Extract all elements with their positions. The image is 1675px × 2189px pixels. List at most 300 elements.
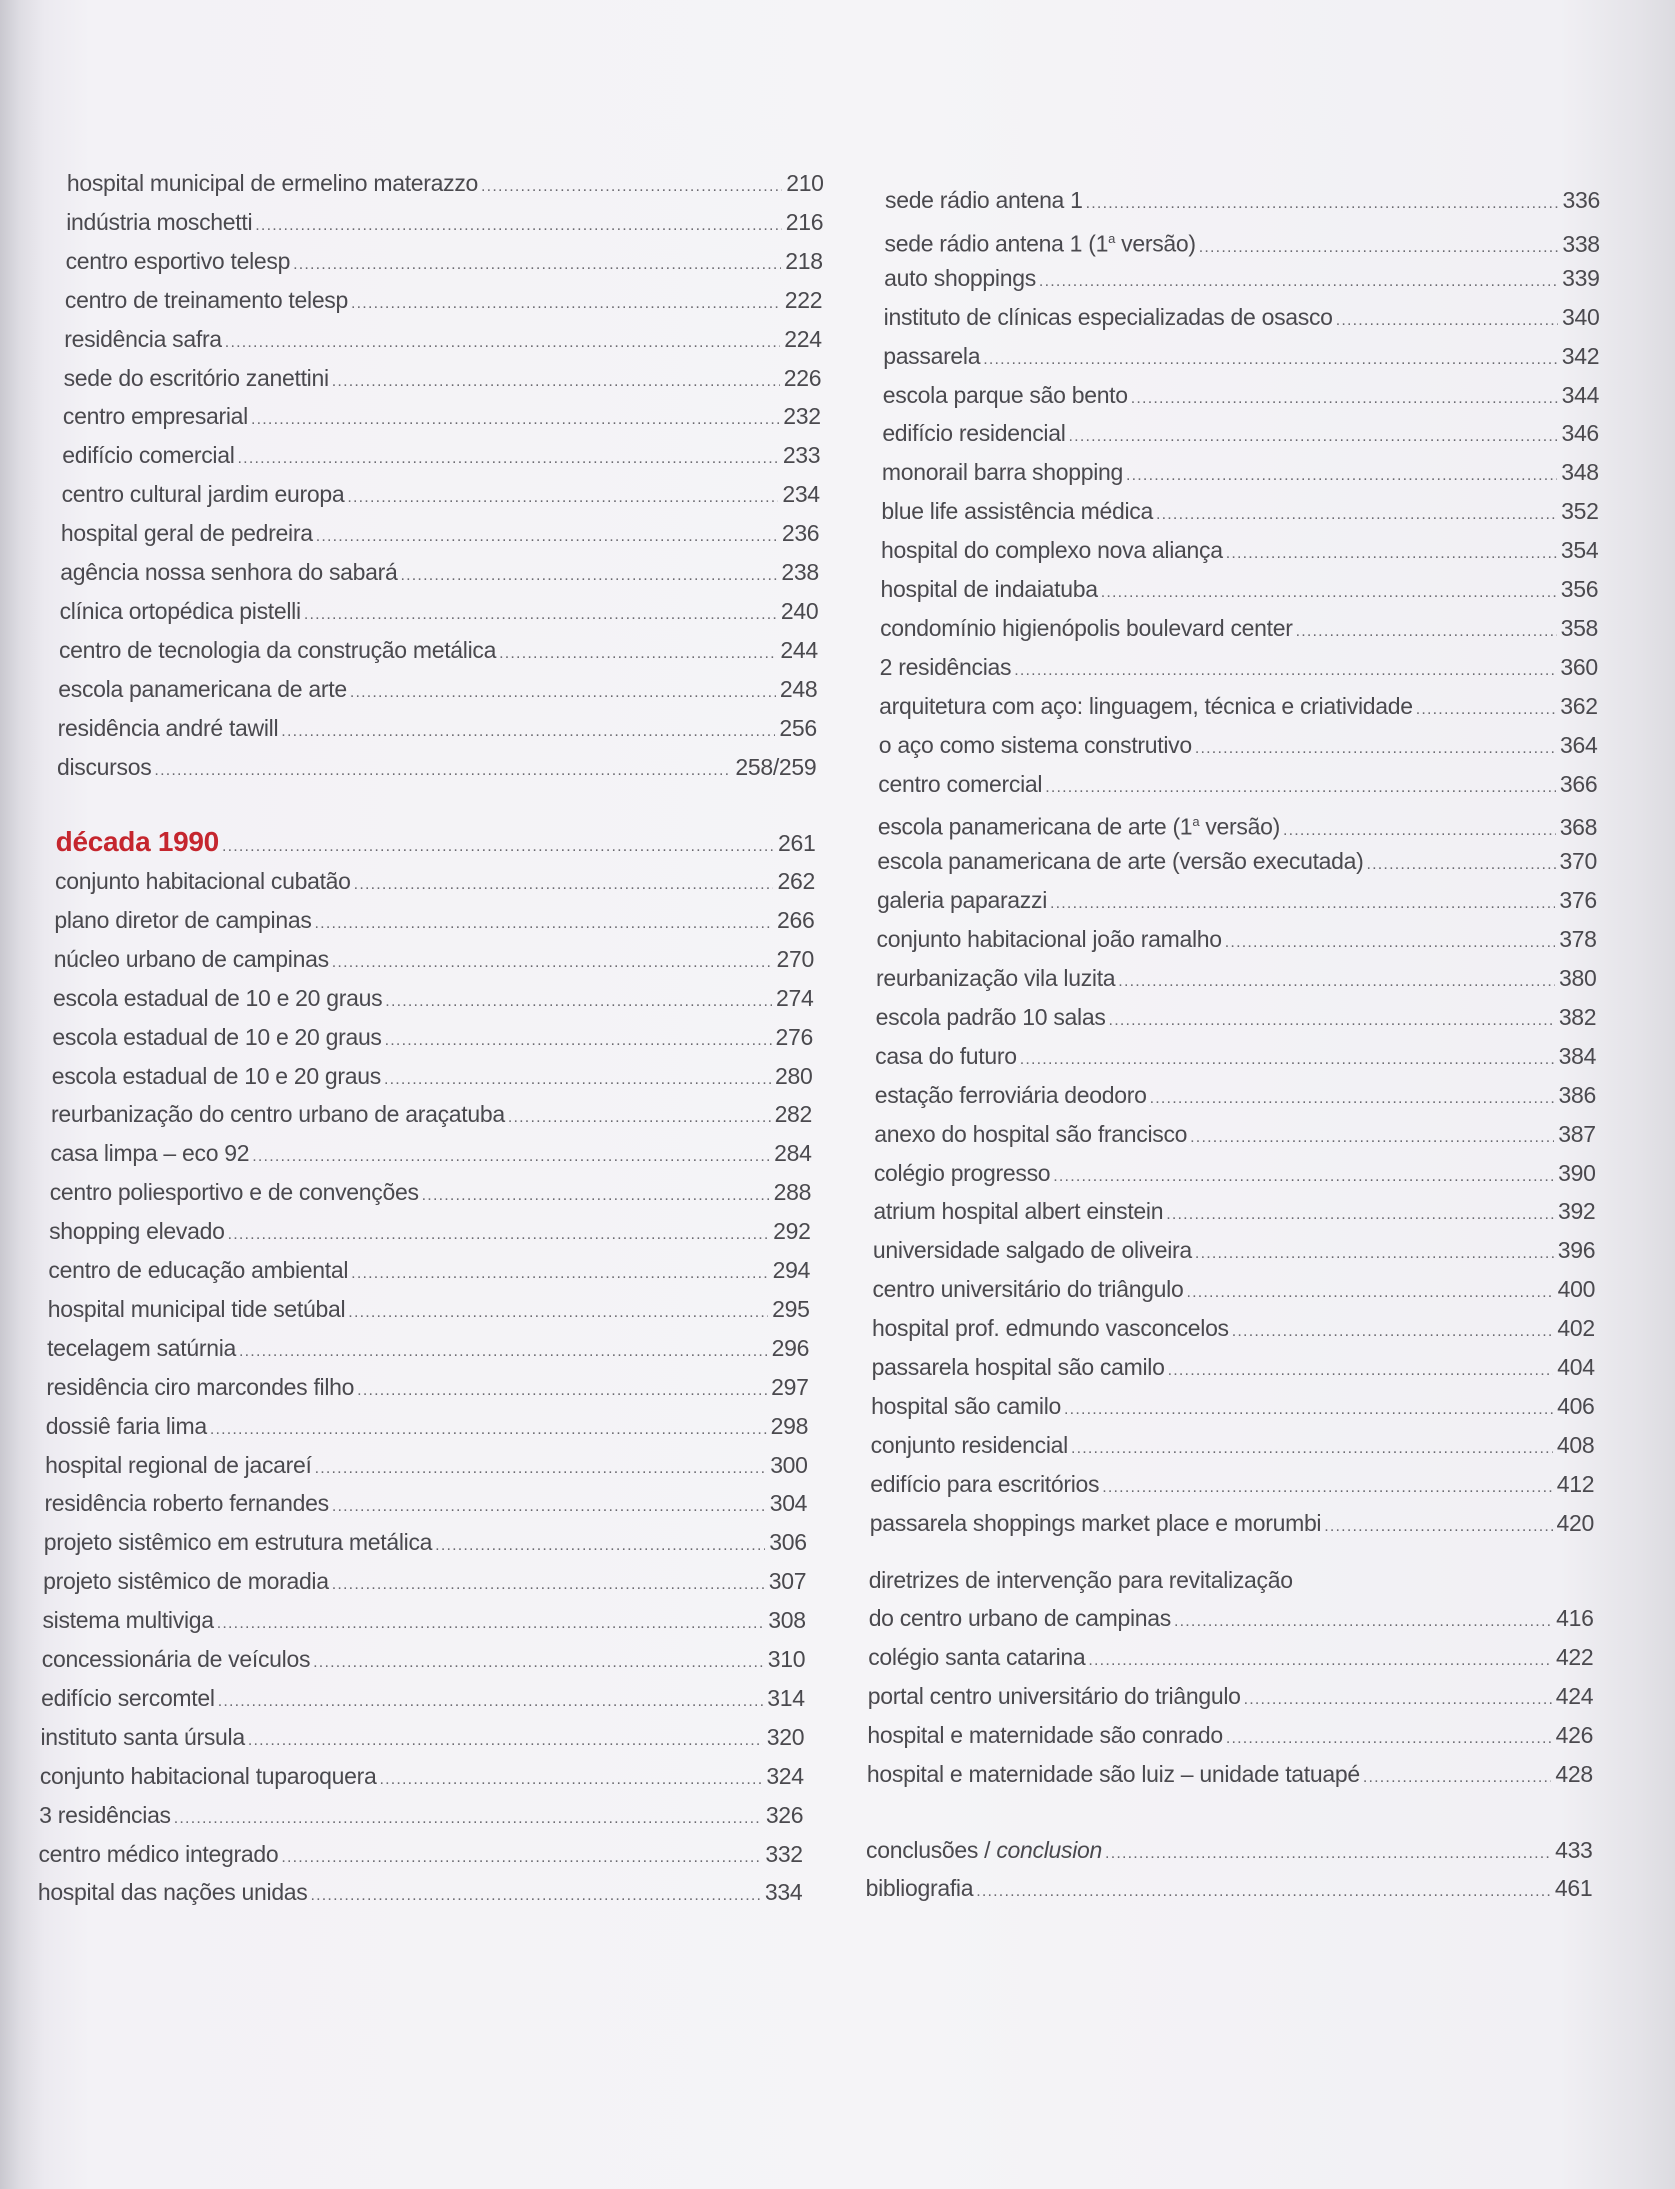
leader-dots xyxy=(315,1454,767,1484)
leader-dots xyxy=(1118,967,1555,997)
leader-dots xyxy=(1195,1239,1554,1269)
toc-entry[interactable] xyxy=(881,496,1598,530)
label-text: clínica ortopédica pistelli xyxy=(59,597,301,624)
label-text: instituto de clínicas especializadas de osasco xyxy=(883,303,1333,330)
label-text: centro cultural jardim europa xyxy=(61,481,345,508)
toc-entry-label xyxy=(54,944,329,974)
label-text: edifício comercial xyxy=(62,442,235,469)
leader-dots xyxy=(1150,1084,1555,1114)
toc-entry[interactable] xyxy=(38,1877,803,1911)
leader-dots xyxy=(351,1259,768,1289)
toc-entry-label xyxy=(60,596,301,626)
label-text: centro esportivo telesp xyxy=(65,247,291,274)
label-text: projeto sistêmico em estrutura metálica xyxy=(43,1529,433,1556)
toc-entry-label xyxy=(42,1644,310,1674)
toc-entry-label xyxy=(66,207,252,237)
page-number: 284 xyxy=(774,1140,812,1167)
leader-dots xyxy=(1174,1607,1552,1637)
toc-entry-label xyxy=(875,1041,1017,1071)
leader-dots xyxy=(251,405,779,435)
label-text: casa limpa – eco 92 xyxy=(50,1140,250,1167)
toc-entry[interactable] xyxy=(880,652,1598,686)
label-text: hospital geral de pedreira xyxy=(60,520,313,547)
page-number: 378 xyxy=(1559,926,1597,953)
label-text: escola parque são bento xyxy=(882,381,1128,408)
toc-entry-label xyxy=(41,1683,215,1713)
toc-entry-label xyxy=(65,285,348,315)
page-number: 416 xyxy=(1556,1605,1594,1631)
toc-entry[interactable] xyxy=(878,807,1597,846)
page-number: 236 xyxy=(781,520,820,547)
toc-entry-label xyxy=(878,807,1280,842)
toc-entry[interactable] xyxy=(874,1158,1596,1192)
leader-dots xyxy=(1064,1395,1553,1425)
page-number: 326 xyxy=(765,1801,804,1828)
leader-dots xyxy=(379,1765,762,1795)
leader-dots xyxy=(1225,928,1555,958)
toc-entry[interactable] xyxy=(868,1567,1594,1637)
label-text: hospital são camilo xyxy=(871,1392,1062,1419)
label-text: década 1990 xyxy=(55,826,219,857)
toc-entry-label xyxy=(64,324,222,354)
toc-entry-label xyxy=(55,866,351,896)
toc-entry[interactable] xyxy=(49,1216,811,1250)
label-text: monorail barra shopping xyxy=(881,459,1123,486)
toc-entry[interactable] xyxy=(52,1022,813,1056)
label-text: centro de educação ambiental xyxy=(48,1257,349,1283)
label-text: centro poliesportivo e de convenções xyxy=(49,1179,419,1206)
label-text: blue life assistência médica xyxy=(881,498,1153,525)
leader-dots xyxy=(252,1142,770,1172)
toc-entry[interactable] xyxy=(45,1450,808,1484)
toc-entry[interactable] xyxy=(66,207,823,241)
leader-dots xyxy=(384,1065,771,1095)
page-number: 370 xyxy=(1559,848,1598,875)
label-text: hospital e maternidade são luiz – unidade tatuapé xyxy=(866,1760,1360,1787)
toc-entry-label xyxy=(880,652,1012,682)
label-text: indústria moschetti xyxy=(66,208,253,235)
label-text: centro de tecnologia da construção metálica xyxy=(58,636,497,663)
page-number: 346 xyxy=(1561,420,1599,447)
page-number: 307 xyxy=(768,1568,807,1595)
leader-dots xyxy=(1156,500,1557,530)
toc-entry[interactable] xyxy=(884,263,1600,297)
toc-entry-label xyxy=(877,924,1222,954)
toc-entry[interactable] xyxy=(872,1352,1595,1386)
toc-entry[interactable] xyxy=(52,1061,813,1095)
toc-entry[interactable] xyxy=(876,963,1596,997)
page-number: 382 xyxy=(1558,1003,1597,1030)
toc-entry-label xyxy=(63,401,248,431)
leader-dots xyxy=(1166,1200,1554,1230)
toc-entry[interactable] xyxy=(876,1002,1597,1036)
page-number: 408 xyxy=(1556,1431,1595,1458)
page-number: 234 xyxy=(782,481,820,508)
toc-entry-label xyxy=(876,963,1115,993)
toc-entry[interactable] xyxy=(58,713,817,747)
leader-dots xyxy=(304,600,777,630)
toc-entry-label xyxy=(59,635,496,665)
toc-entry[interactable] xyxy=(872,1274,1595,1308)
label-text: hospital do complexo nova aliança xyxy=(880,537,1223,564)
leader-dots xyxy=(1186,1278,1553,1308)
leader-dots xyxy=(332,1570,765,1600)
page-number: 354 xyxy=(1560,537,1599,564)
toc-entry[interactable] xyxy=(58,674,817,708)
label-text: colégio progresso xyxy=(873,1159,1051,1186)
toc-entry[interactable] xyxy=(42,1605,805,1639)
page-number: 270 xyxy=(776,945,814,972)
page-number: 256 xyxy=(779,714,817,741)
label-text: tecelagem satúrnia xyxy=(47,1334,237,1361)
leader-dots xyxy=(311,1881,761,1911)
toc-entry[interactable] xyxy=(877,885,1597,919)
toc-entry-label xyxy=(52,1022,381,1052)
label-text-after: versão) xyxy=(1115,230,1196,257)
page-number: 344 xyxy=(1561,381,1600,408)
page-number: 276 xyxy=(775,1023,814,1050)
toc-entry[interactable] xyxy=(881,574,1599,608)
toc-entry-label xyxy=(48,1294,346,1324)
toc-entry[interactable] xyxy=(48,1294,810,1328)
toc-entry[interactable] xyxy=(64,363,822,397)
label-text: sede rádio antena 1 xyxy=(885,187,1083,213)
toc-entry[interactable] xyxy=(47,1333,809,1367)
leader-dots xyxy=(481,172,782,202)
toc-entry-label xyxy=(867,1759,1360,1789)
toc-entry[interactable] xyxy=(62,479,820,513)
label-text: sistema multiviga xyxy=(42,1607,214,1634)
toc-entry[interactable] xyxy=(53,983,813,1017)
page-number: 348 xyxy=(1561,459,1599,486)
toc-entry[interactable] xyxy=(878,769,1597,803)
toc-entry[interactable] xyxy=(867,1720,1593,1754)
leader-dots xyxy=(499,639,776,669)
toc-entry-label xyxy=(61,518,313,548)
toc-entry[interactable] xyxy=(882,418,1599,452)
page-number: 210 xyxy=(786,170,824,196)
leader-dots xyxy=(1199,233,1559,263)
toc-entry-label xyxy=(871,1430,1068,1460)
label-text: condomínio higienópolis boulevard center xyxy=(880,614,1293,641)
toc-entry-label xyxy=(878,769,1042,799)
toc-entry[interactable] xyxy=(66,246,823,280)
toc-entry-label-line1: diretrizes de intervenção para revitalização xyxy=(868,1567,1293,1593)
toc-entry-label xyxy=(51,1099,505,1129)
page-number: 342 xyxy=(1561,342,1600,369)
page-number: 360 xyxy=(1560,653,1598,680)
page-number: 238 xyxy=(781,559,819,585)
toc-entry-label xyxy=(56,827,219,857)
page-number: 376 xyxy=(1559,887,1597,914)
leader-dots xyxy=(1126,461,1557,491)
toc-entry[interactable] xyxy=(881,535,1598,569)
toc-entry[interactable] xyxy=(866,1835,1593,1869)
toc-entry-label xyxy=(871,1391,1061,1421)
label-text: residência roberto fernandes xyxy=(44,1490,329,1517)
toc-entry-label xyxy=(874,1119,1187,1149)
page-number: 366 xyxy=(1559,770,1598,797)
page-number: 222 xyxy=(784,286,823,313)
toc-entry[interactable] xyxy=(46,1372,808,1406)
leader-dots xyxy=(248,1726,763,1756)
leader-dots xyxy=(1071,1434,1553,1464)
toc-entry-label xyxy=(50,1177,419,1207)
toc-entry[interactable] xyxy=(41,1683,805,1717)
toc-entry-label xyxy=(39,1800,171,1830)
page-number: 332 xyxy=(765,1840,803,1867)
label-text: atrium hospital albert einstein xyxy=(873,1198,1164,1225)
toc-entry[interactable] xyxy=(884,302,1600,336)
label-text: 2 residências xyxy=(879,653,1012,680)
page-number: 420 xyxy=(1556,1509,1595,1536)
label-text: arquitetura com aço: linguagem, técnica e criatividade xyxy=(879,692,1413,719)
label-text: escola panamericana de arte (versão executada) xyxy=(877,848,1364,875)
toc-entry[interactable] xyxy=(59,635,818,669)
toc-entry-label xyxy=(883,380,1128,410)
toc-entry[interactable] xyxy=(67,168,824,202)
page-number: 300 xyxy=(770,1451,808,1478)
toc-entry-label xyxy=(867,1720,1223,1750)
page-number: 364 xyxy=(1560,731,1598,758)
page-number: 390 xyxy=(1558,1159,1596,1186)
leader-dots xyxy=(1039,267,1558,297)
page-number: 334 xyxy=(764,1879,803,1906)
page-number: 404 xyxy=(1557,1354,1595,1380)
leader-dots xyxy=(1101,578,1557,608)
leader-dots xyxy=(332,1492,766,1522)
label-text: escola estadual de 10 e 20 graus xyxy=(53,984,383,1011)
toc-entry-label xyxy=(48,1255,348,1285)
page-number: 402 xyxy=(1557,1315,1595,1342)
page-number: 461 xyxy=(1554,1875,1593,1901)
leader-dots xyxy=(1102,1473,1553,1503)
page-number: 386 xyxy=(1558,1081,1596,1108)
leader-dots xyxy=(976,1877,1551,1907)
page-number: 226 xyxy=(783,364,822,391)
toc-entry[interactable] xyxy=(60,596,819,630)
label-text: discursos xyxy=(56,753,152,780)
label-text: do centro urbano de campinas xyxy=(868,1605,1171,1631)
toc-entry-label xyxy=(62,440,234,470)
label-text: auto shoppings xyxy=(884,264,1036,291)
toc-entry[interactable] xyxy=(873,1235,1595,1269)
label-text: estação ferroviária deodoro xyxy=(874,1081,1147,1108)
toc-entry-label xyxy=(57,752,151,782)
toc-entry[interactable] xyxy=(38,1839,802,1873)
toc-entry-label xyxy=(877,885,1047,915)
toc-entry[interactable] xyxy=(875,1080,1596,1114)
toc-entry[interactable] xyxy=(883,341,1599,375)
toc-entry[interactable] xyxy=(64,324,822,358)
toc-entry-label xyxy=(873,1235,1192,1265)
label-italic: conclusion xyxy=(996,1837,1103,1863)
page-number: 392 xyxy=(1557,1198,1596,1225)
toc-entry[interactable] xyxy=(61,518,819,552)
label-text: conjunto habitacional joão ramalho xyxy=(876,926,1222,953)
toc-entry[interactable] xyxy=(885,224,1600,263)
page-number: 261 xyxy=(777,830,816,856)
toc-entry[interactable] xyxy=(46,1411,808,1445)
toc-entry[interactable] xyxy=(44,1527,807,1561)
page-number: 308 xyxy=(768,1607,806,1634)
page-number: 306 xyxy=(769,1529,807,1556)
page-number: 368 xyxy=(1559,814,1598,841)
leader-dots xyxy=(508,1103,771,1133)
leader-dots xyxy=(1367,850,1556,880)
toc-entry[interactable] xyxy=(39,1800,803,1834)
toc-entry-label xyxy=(868,1642,1085,1672)
toc-entry[interactable] xyxy=(65,285,822,319)
label-text: residência safra xyxy=(64,325,222,352)
label-text: galeria paparazzi xyxy=(876,887,1047,914)
label-text: plano diretor de campinas xyxy=(54,906,312,933)
leader-dots xyxy=(225,328,780,358)
toc-entry[interactable] xyxy=(880,613,1598,647)
toc-entry[interactable] xyxy=(868,1681,1593,1715)
leader-dots xyxy=(354,870,774,900)
toc-entry[interactable] xyxy=(866,1873,1593,1907)
leader-dots xyxy=(385,1026,772,1056)
toc-entry[interactable] xyxy=(48,1255,810,1289)
leader-dots xyxy=(1168,1356,1554,1386)
toc-entry-label xyxy=(49,1216,225,1246)
leader-dots xyxy=(1283,816,1556,846)
toc-entry[interactable] xyxy=(871,1430,1595,1464)
toc-entry[interactable] xyxy=(54,944,814,978)
label-text: anexo do hospital são francisco xyxy=(874,1120,1188,1147)
toc-entry-label xyxy=(64,363,329,393)
toc-entry[interactable] xyxy=(879,730,1598,764)
label-text: hospital regional de jacareí xyxy=(45,1451,312,1478)
label-text: centro médico integrado xyxy=(38,1840,279,1867)
leader-dots xyxy=(1226,539,1557,569)
leader-dots xyxy=(1069,422,1558,452)
toc-entry[interactable] xyxy=(57,752,816,786)
label-text: reurbanização vila luzita xyxy=(876,965,1116,991)
toc-entry-label xyxy=(866,1835,1102,1865)
toc-entry[interactable] xyxy=(883,380,1599,414)
toc-entry-label xyxy=(60,557,397,587)
toc-entry-label xyxy=(46,1372,354,1402)
toc-entry-label xyxy=(870,1469,1099,1499)
label-text: escola estadual de 10 e 20 graus xyxy=(51,1062,381,1089)
toc-entry[interactable] xyxy=(51,1099,812,1133)
toc-entry[interactable] xyxy=(882,457,1599,491)
label-text: conclusões / xyxy=(866,1837,997,1863)
leader-dots xyxy=(385,987,772,1017)
label-text: sede rádio antena 1 (1 xyxy=(884,230,1109,257)
page-number: 248 xyxy=(779,675,818,702)
toc-entry[interactable] xyxy=(40,1761,804,1795)
leader-dots xyxy=(422,1181,770,1211)
label-text: o aço como sistema construtivo xyxy=(878,731,1192,758)
toc-entry[interactable] xyxy=(44,1488,807,1522)
toc-entry[interactable] xyxy=(50,1177,811,1211)
toc-entry[interactable] xyxy=(54,905,814,939)
toc-entry[interactable] xyxy=(63,401,821,435)
leader-dots xyxy=(1014,656,1556,686)
page-number: 274 xyxy=(776,984,814,1011)
label-text: centro comercial xyxy=(878,770,1043,797)
label-text: passarela hospital são camilo xyxy=(871,1354,1165,1380)
leader-dots xyxy=(1190,1123,1554,1153)
leader-dots xyxy=(1109,1006,1555,1036)
toc-entry[interactable] xyxy=(43,1566,806,1600)
leader-dots xyxy=(210,1415,767,1445)
toc-entry[interactable] xyxy=(874,1119,1596,1153)
toc-entry[interactable] xyxy=(62,440,820,474)
label-text: edifício para escritórios xyxy=(870,1470,1100,1497)
label-text: conjunto habitacional cubatão xyxy=(55,868,351,894)
leader-dots xyxy=(1053,1162,1554,1192)
toc-entry[interactable] xyxy=(42,1644,805,1678)
label-text: residência andré tawill xyxy=(57,714,279,741)
toc-entry[interactable] xyxy=(871,1391,1594,1425)
toc-entry[interactable] xyxy=(870,1469,1594,1503)
toc-entry-label xyxy=(50,1138,249,1168)
page-number: 266 xyxy=(777,906,815,933)
toc-entry[interactable] xyxy=(872,1313,1595,1347)
toc-entry-label xyxy=(876,1002,1106,1032)
leader-dots xyxy=(222,832,774,862)
toc-entry[interactable] xyxy=(885,185,1600,219)
leader-dots xyxy=(1324,1512,1552,1542)
toc-entry-label xyxy=(47,1333,236,1363)
leader-dots xyxy=(1336,306,1558,336)
toc-entry[interactable] xyxy=(877,924,1597,958)
toc-entry[interactable] xyxy=(875,1041,1596,1075)
label-text: passarela xyxy=(883,342,981,369)
page-number: 304 xyxy=(769,1490,808,1517)
page-number: 292 xyxy=(773,1218,811,1245)
toc-entry[interactable] xyxy=(867,1759,1593,1793)
toc-entry[interactable] xyxy=(873,1196,1595,1230)
leader-dots xyxy=(1050,889,1555,919)
toc-entry[interactable] xyxy=(877,846,1597,880)
toc-entry[interactable] xyxy=(60,557,819,591)
label-text: centro de treinamento telesp xyxy=(64,286,349,313)
page-number: 314 xyxy=(767,1684,805,1711)
toc-entry-label xyxy=(881,574,1098,604)
toc-entry-label xyxy=(875,1080,1147,1110)
toc-entry[interactable] xyxy=(879,691,1598,725)
label-text-after: versão) xyxy=(1199,814,1280,841)
label-text: escola panamericana de arte xyxy=(58,675,347,702)
toc-entry[interactable] xyxy=(868,1642,1593,1676)
page-number: 218 xyxy=(785,247,823,274)
toc-entry-label xyxy=(880,613,1293,643)
leader-dots xyxy=(350,678,776,708)
label-text: universidade salgado de oliveira xyxy=(872,1237,1192,1264)
toc-entry[interactable] xyxy=(55,866,815,900)
leader-dots xyxy=(217,1609,765,1639)
label-text: escola panamericana de arte (1 xyxy=(877,814,1193,841)
label-text: escola padrão 10 salas xyxy=(875,1003,1106,1030)
label-text: hospital prof. edmundo vasconcelos xyxy=(872,1315,1229,1342)
toc-entry-label xyxy=(53,983,382,1013)
leader-dots xyxy=(315,909,773,939)
decade-heading[interactable] xyxy=(56,827,816,862)
leader-dots xyxy=(1105,1839,1551,1869)
label-text: edifício residencial xyxy=(882,420,1066,447)
toc-entry[interactable] xyxy=(40,1722,804,1756)
page-number: 282 xyxy=(774,1101,813,1128)
toc-entry[interactable] xyxy=(870,1508,1594,1542)
toc-entry[interactable] xyxy=(50,1138,811,1172)
toc-entry-label xyxy=(882,457,1123,487)
page-number: 406 xyxy=(1557,1392,1595,1419)
